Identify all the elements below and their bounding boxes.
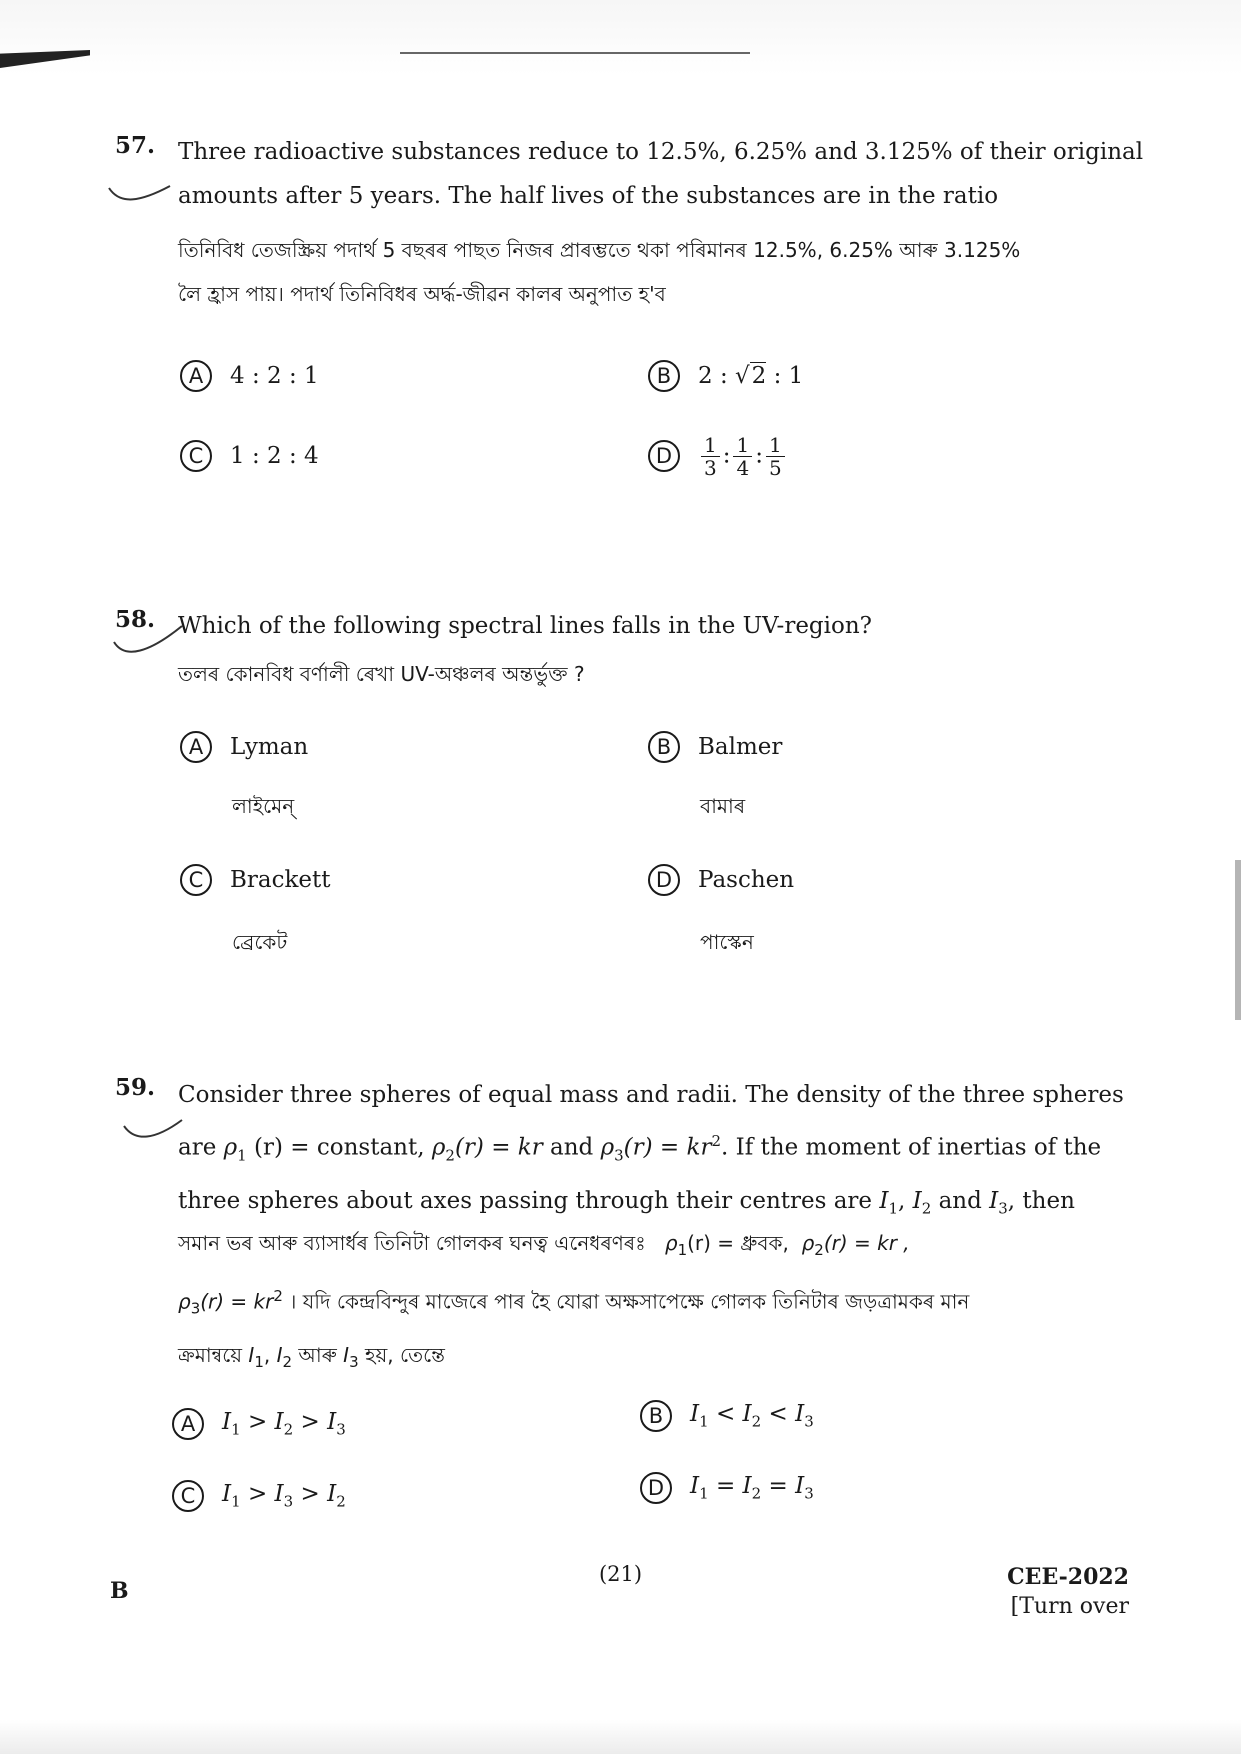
scan-line [400, 52, 750, 54]
inertia-symbol: I [222, 1409, 232, 1436]
question-line: তলৰ কোনবিধ বৰ্ণালী ৰেখা UV-অঞ্চলৰ অন্তৰ্ভুক্ত ? [178, 662, 585, 686]
denominator: 5 [768, 455, 782, 480]
subscript: 2 [751, 1484, 762, 1503]
subscript: 1 [237, 1146, 247, 1165]
option-label-circle: A [180, 360, 212, 392]
rho-symbol: ρ [223, 1134, 238, 1161]
option-57-b[interactable] [648, 354, 803, 398]
option-59-c[interactable] [172, 1474, 346, 1518]
subscript: 2 [751, 1412, 762, 1431]
option-57-d[interactable] [648, 434, 788, 478]
question-line-text: three spheres about axes passing through their centres are [178, 1188, 873, 1215]
equation-part: (r) = ধ্ৰুবক, [687, 1231, 789, 1255]
inertia-symbol: I [879, 1188, 889, 1215]
question-line [178, 1220, 1178, 1273]
subscript: 2 [336, 1492, 346, 1511]
option-label-circle: C [180, 440, 212, 472]
option-text [690, 1401, 814, 1431]
equation-part: . If the moment of inertias of the [721, 1134, 1102, 1161]
option-text: Brackett [230, 867, 331, 893]
option-text: Balmer [698, 734, 783, 760]
option-label-circle: A [172, 1408, 204, 1440]
subscript: 3 [614, 1146, 624, 1165]
option-59-b[interactable] [640, 1394, 814, 1438]
question-text-as [178, 652, 1178, 696]
question-text-en [178, 604, 1178, 648]
question-text-en [178, 130, 1178, 218]
pen-tick-mark [120, 1112, 190, 1152]
question-number: 58. [115, 606, 156, 633]
fraction [766, 434, 785, 479]
option-text [690, 1473, 814, 1503]
scan-edge-right [1235, 860, 1241, 1020]
inertia-symbol: I [690, 1401, 700, 1428]
scan-shadow-bottom [0, 1720, 1241, 1754]
equation-part: (r) = kr , [823, 1231, 910, 1255]
question-line: তিনিবিধ তেজস্ক্রিয় পদাৰ্থ 5 বছৰৰ পাছত নিজৰ প্ৰাৰম্ভতে থকা পৰিমানৰ 12.5%, 6.25% আৰু 3.125% [178, 238, 1021, 262]
option-57-a[interactable] [180, 354, 319, 398]
option-57-c[interactable] [180, 434, 319, 478]
option-59-d[interactable] [640, 1466, 814, 1510]
option-part: 2 : [698, 363, 736, 389]
question-line: ক্ৰমান্বয়ে $I_1$, $I_2$ আৰু $I_3$ হয়, তেন্তে [178, 1342, 445, 1371]
operator: > [300, 1481, 320, 1508]
subscript: 1 [888, 1199, 898, 1218]
subscript: 1 [231, 1492, 241, 1511]
subscript: 3 [336, 1420, 346, 1439]
footer-right [1007, 1562, 1129, 1622]
option-text: 4 : 2 : 1 [230, 363, 319, 389]
booklet-set: B [110, 1578, 129, 1604]
inertia-symbol: I [274, 1409, 284, 1436]
operator: > [247, 1481, 268, 1508]
inertia-symbol: I [742, 1401, 752, 1428]
inertia-symbol: I [274, 1481, 284, 1508]
rho-symbol: ρ [664, 1231, 678, 1255]
exam-code: CEE-2022 [1007, 1564, 1129, 1590]
question-line: Three radioactive substances reduce to 12.5%, 6.25% and 3.125% of their original [178, 139, 1144, 165]
subscript: 1 [677, 1241, 688, 1259]
option-58-b[interactable] [648, 725, 782, 769]
question-line-text: সমান ভৰ আৰু ব্যাসাৰ্ধৰ তিনিটা গোলকৰ ঘনত্ব এনেধৰণৰঃ [178, 1231, 646, 1255]
question-line: Which of the following spectral lines falls in the UV-region? [178, 613, 872, 639]
ratio-sep: : [722, 442, 731, 468]
subscript: 1 [231, 1420, 241, 1439]
subscript: 2 [282, 1352, 293, 1371]
option-text [698, 434, 788, 479]
option-text [222, 1481, 346, 1511]
question-line [178, 1273, 1178, 1332]
question-line-text: ক্ৰমান্বয়ে [178, 1342, 243, 1367]
subscript: 2 [283, 1420, 294, 1439]
option-text-as: লাইমেন্ [232, 794, 295, 818]
option-text: 2 : √2 : 1 [698, 363, 804, 389]
operator: < [768, 1401, 788, 1428]
subscript: 1 [254, 1352, 264, 1371]
numerator: 1 [701, 434, 720, 457]
option-label-circle: D [648, 864, 680, 896]
equation-part: (r) = kr [200, 1289, 274, 1314]
rho-symbol: ρ [178, 1289, 191, 1314]
denominator: 4 [736, 455, 750, 480]
option-58-d[interactable] [648, 858, 794, 902]
inertia-symbol: I [327, 1481, 337, 1508]
rho-symbol: ρ [801, 1231, 815, 1255]
inertia-symbol: I [222, 1481, 232, 1508]
equation-part: (r) = constant, [254, 1134, 425, 1161]
inertia-symbol: I [742, 1473, 752, 1500]
option-label-circle: D [640, 1472, 672, 1504]
subscript: 3 [190, 1299, 201, 1318]
page-number: (21) [598, 1562, 643, 1586]
inertia-symbol: I [690, 1473, 700, 1500]
option-text: Lyman [230, 734, 309, 760]
operator: = [768, 1473, 788, 1500]
ratio-sep: : [755, 442, 763, 468]
option-text: Paschen [698, 867, 795, 893]
inertia-symbol: I [795, 1401, 805, 1428]
equation-part: (r) = kr [623, 1134, 712, 1161]
option-label-circle: B [648, 731, 680, 763]
numerator: 1 [733, 434, 752, 457]
rho-symbol: ρ [600, 1134, 615, 1161]
equation-part: (r) = kr [454, 1134, 543, 1161]
rho-symbol: ρ [431, 1134, 446, 1161]
superscript: 2 [273, 1287, 283, 1305]
option-58-a[interactable] [180, 725, 308, 769]
option-text-as: পাস্কেন [700, 930, 754, 954]
subscript: 3 [804, 1412, 814, 1431]
turn-over-note: [Turn over [1010, 1594, 1129, 1619]
question-line: three spheres about axes passing through their centres are $I_1$, $I_2$ and $I_3$, then [178, 1188, 1075, 1218]
question-line-text: । যদি কেন্দ্ৰবিন্দুৰ মাজেৰে পাৰ হৈ যোৱা অক্ষসাপেক্ষে গোলক তিনিটাৰ জড়ত্ৰামকৰ মান [289, 1289, 970, 1314]
denominator: 3 [704, 455, 717, 480]
scan-shadow-top [0, 0, 1241, 75]
option-label-circle: C [172, 1480, 204, 1512]
inertia-symbol: I [248, 1342, 255, 1367]
word: আৰু [298, 1342, 337, 1367]
question-line: লৈ হ্ৰাস পায়। পদাৰ্থ তিনিবিধৰ অৰ্দ্ধ-জীৱন কালৰ অনুপাত হ'ব [178, 282, 666, 306]
fraction [701, 434, 720, 479]
question-number: 57. [115, 132, 156, 159]
question-line: amounts after 5 years. The half lives of the substances are in the ratio [178, 183, 999, 209]
inertia-symbol: I [795, 1473, 805, 1500]
option-58-c[interactable] [180, 858, 331, 902]
option-label-circle: B [640, 1400, 672, 1432]
operator: > [300, 1409, 320, 1436]
subscript: 1 [699, 1484, 709, 1503]
subscript: 2 [445, 1146, 455, 1165]
question-text-en [178, 1072, 1178, 1232]
subscript: 3 [998, 1199, 1008, 1218]
word: and [550, 1134, 594, 1161]
operator: < [715, 1401, 736, 1428]
option-label-circle: B [648, 360, 680, 392]
question-line [178, 1118, 1178, 1178]
subscript: 3 [349, 1352, 359, 1371]
option-59-a[interactable] [172, 1402, 346, 1446]
word: are [178, 1134, 217, 1161]
option-text-as: বামাৰ [700, 794, 746, 818]
inertia-symbol: I [276, 1342, 283, 1367]
option-part: : 1 [766, 363, 804, 389]
option-text [222, 1409, 346, 1439]
inertia-symbol: I [327, 1409, 337, 1436]
inertia-symbol: I [343, 1342, 350, 1367]
operator: = [715, 1473, 736, 1500]
question-text-as [178, 228, 1178, 316]
question-line: Consider three spheres of equal mass and radii. The density of the three spheres [178, 1082, 1124, 1108]
subscript: 3 [804, 1484, 814, 1503]
operator: > [247, 1409, 268, 1436]
option-label-circle: C [180, 864, 212, 896]
equation-part: , then [1007, 1188, 1075, 1215]
option-text-as: ব্ৰেকেট [232, 930, 288, 954]
pen-tick-mark [110, 622, 190, 662]
sqrt-radicand: 2 [751, 363, 767, 389]
word: and [938, 1188, 982, 1215]
inertia-symbol: I [912, 1188, 922, 1215]
question-number: 59. [115, 1074, 156, 1101]
subscript: 2 [814, 1241, 824, 1259]
inertia-symbol: I [989, 1188, 999, 1215]
option-label-circle: D [648, 440, 680, 472]
subscript: 1 [699, 1412, 709, 1431]
option-label-circle: A [180, 731, 212, 763]
subscript: 2 [921, 1199, 932, 1218]
superscript: 2 [711, 1132, 721, 1150]
option-text: 1 : 2 : 4 [230, 443, 319, 469]
subscript: 3 [283, 1492, 294, 1511]
question-line-text: হয়, তেন্তে [364, 1342, 445, 1367]
numerator: 1 [766, 434, 785, 457]
pen-tick-mark [105, 180, 175, 220]
question-text-as [178, 1220, 1178, 1385]
fraction [733, 434, 752, 479]
